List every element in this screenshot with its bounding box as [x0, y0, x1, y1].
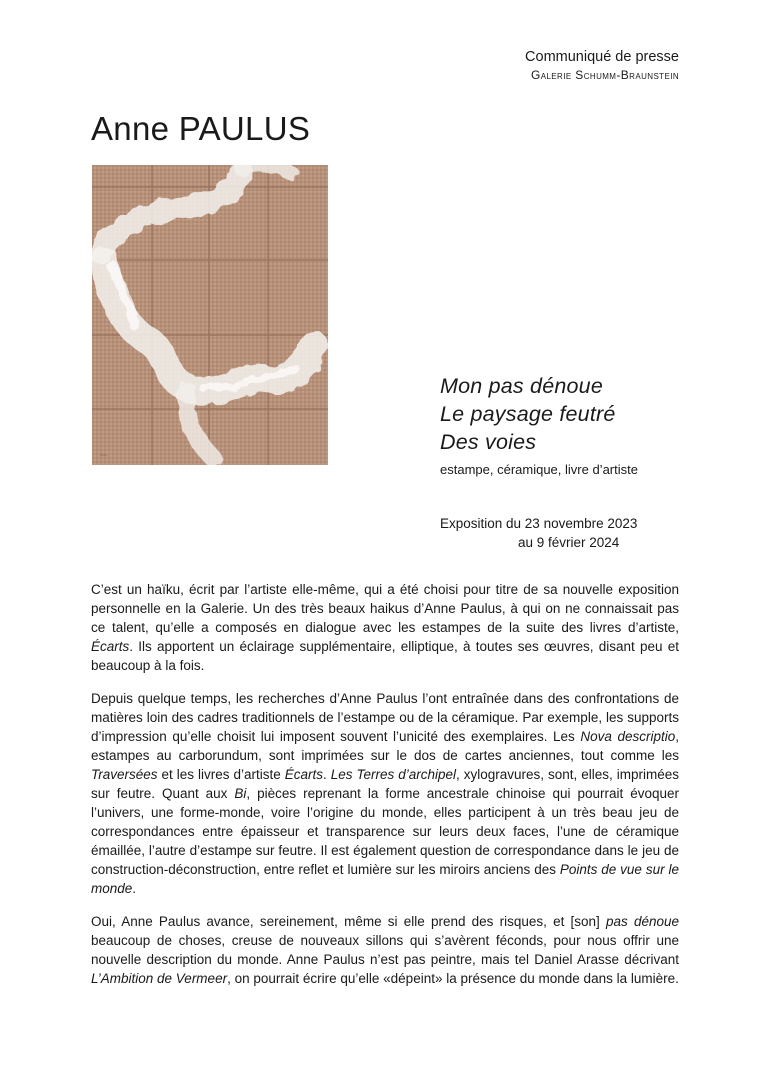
press-body — [91, 580, 679, 1002]
text-run: Oui, Anne Paulus avance, sereinement, même si elle prend des risques, et [son] — [91, 914, 606, 929]
text-run: . — [132, 881, 137, 896]
artist-name: Anne PAULUS — [91, 110, 311, 147]
haiku-line: Mon pas dénoue — [440, 374, 603, 398]
artwork-illustration — [92, 165, 328, 465]
haiku-line: Des voies — [440, 430, 537, 454]
communique-label: Communiqué de presse — [525, 49, 679, 65]
haiku-line: Le paysage feutré — [440, 402, 616, 426]
paragraph-3 — [91, 912, 679, 988]
title-bi: Bi — [234, 786, 247, 801]
text-run: . — [322, 767, 331, 782]
text-run: , on pourrait écrire qu’elle «dépeint» la présence du monde dans la lumière. — [227, 971, 679, 986]
haiku-title — [440, 372, 638, 479]
text-run: , pièces reprenant la forme ancestrale chinoise qui pourrait évoquer l’univers, une forme-monde, voire l’origine du monde, elles participent à un très beau jeu de correspondances entre épaisseur et transparence sur leurs deux faces, l’une de céramique émaillée, l’autre d’estampe sur feutre. Il est également question de correspondance dans le jeu de construction-déconstruction, entre reflet et lumière sur les miroirs anciens des — [91, 786, 679, 877]
title-points-de-vue: Points de vue sur le monde — [91, 862, 679, 896]
paragraph-1 — [91, 580, 679, 675]
text-run: beaucoup de choses, creuse de nouveaux sillons qui s’avèrent féconds, pour nous offrir une nouvelle description du monde. Anne Paulus n’est pas peintre, mais tel Daniel Arasse décrivant — [91, 933, 679, 967]
text-run: C’est un haïku, écrit par l’artiste elle-même, qui a été choisi pour titre de sa nouvelle exposition personnelle en la Galerie. Un des très beaux haikus d’Anne Paulus, à qui on ne connaissait pas ce talent, qu’elle a composés en dialogue avec les estampes de la suite des livres d’artiste, — [91, 582, 679, 635]
title-ecarts: Écarts — [284, 767, 323, 782]
title-ecarts: Écarts — [91, 639, 130, 654]
title-terres-archipel: Les Terres d’archipel — [330, 767, 456, 782]
gallery-name: Galerie Schumm-Braunstein — [530, 68, 679, 82]
paragraph-2 — [91, 689, 679, 898]
press-header — [525, 48, 679, 84]
title-traversees: Traversées — [91, 767, 158, 782]
svg-text:~~: ~~ — [100, 453, 108, 459]
artwork-image — [92, 165, 328, 465]
exhibition-dates — [440, 514, 637, 552]
quote-pas-denoue: pas dénoue — [605, 914, 679, 929]
text-run: , estampes au carborundum, sont imprimées sur le dos de cartes anciennes, tout comme les — [91, 729, 679, 763]
text-run: , xylogravures, sont, elles, imprimées sur feutre. Quant aux — [91, 767, 679, 801]
exhibition-end: au 9 février 2024 — [518, 535, 620, 550]
text-run: . Ils apportent un éclairage supplémentaire, elliptique, à toutes ses œuvres, disant peu et beaucoup à la fois. — [91, 639, 679, 673]
title-ambition-vermeer: L’Ambition de Vermeer — [91, 971, 228, 986]
media-list: estampe, céramique, livre d’artiste — [440, 462, 638, 477]
title-nova-descriptio: Nova descriptio — [580, 729, 676, 744]
text-run: Depuis quelque temps, les recherches d’Anne Paulus l’ont entraînée dans des confrontations de matières loin des cadres traditionnels de l’estampe ou de la céramique. Par exemple, les supports d’impression qu’elle choisit lui imposent souvent l’unicité des exemplaires. Les — [91, 691, 679, 744]
exhibition-start: Exposition du 23 novembre 2023 — [440, 516, 638, 531]
text-run: et les livres d’artiste — [157, 767, 285, 782]
